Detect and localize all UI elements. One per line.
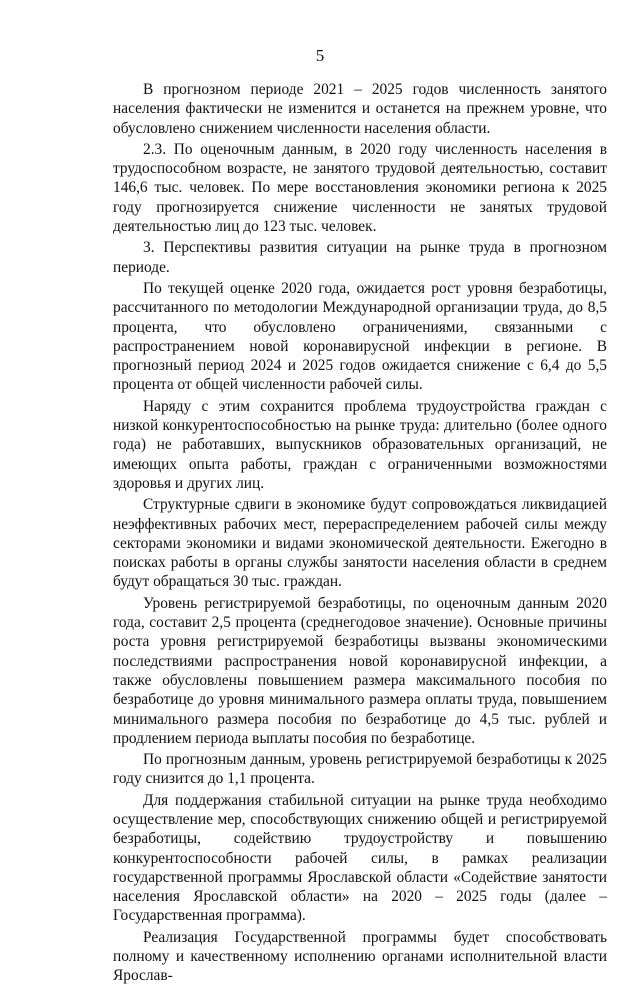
paragraph: В прогнозном периоде 2021 – 2025 годов численность занятого населения фактически не изменится и останется на прежнем уровне, что обусловлено снижением численности населения области. (113, 81, 607, 137)
paragraph: Структурные сдвиги в экономике будут сопровождаться ликвидацией неэффективных рабочих мест, перераспределением рабочей силы между секторами экономики и видами экономической деятельности. Ежегодно в поисках работы в органы службы занятости населения области в среднем будут обращаться 30 тыс. граждан. (113, 496, 607, 591)
paragraph: 2.3. По оценочным данным, в 2020 году численность населения в трудоспособном возрасте, не занятого трудовой деятельностью, составит 146,6 тыс. человек. По мере восстановления экономики региона к 2025 году прогнозируется снижение численности не занятых трудовой деятельностью лиц до 123 тыс. человек. (113, 140, 607, 236)
page-number: 5 (315, 46, 325, 65)
paragraph: По текущей оценке 2020 года, ожидается рост уровня безработицы, рассчитанного по методологии Международной организации труда, до 8,5 процента, что обусловлено ограничениями, связанными с распространением новой коронавирусной инфекции в регионе. В прогнозный период 2024 и 2025 годов ожидается снижение с 6,4 до 5,5 процента от общей численности рабочей силы. (113, 279, 607, 394)
paragraph: Реализация Государственной программы будет способствовать полному и качественному исполнению органами исполнительной власти Ярослав- (113, 928, 607, 985)
document-body (113, 80, 607, 988)
section-heading: 3. Перспективы развития ситуации на рынке труда в прогнозном периоде. (113, 239, 607, 276)
paragraph: Уровень регистрируемой безработицы, по оценочным данным 2020 года, составит 2,5 процента (среднегодовое значение). Основные причины роста уровня регистрируемой безработицы вызваны экономическими последствиями распространения новой коронавирусной инфекции, а также обусловлены повышением размера максимального пособия по безработице до уровня минимального размера оплаты труда, повышением минимального размера пособия по безработице до 4,5 тыс. рублей и продлением периода выплаты пособия по безработице. (113, 594, 607, 747)
paragraph: По прогнозным данным, уровень регистрируемой безработицы к 2025 году снизится до 1,1 процента. (113, 751, 607, 788)
paragraph: Для поддержания стабильной ситуации на рынке труда необходимо осуществление мер, способствующих снижению общей и регистрируемой безработицы, содействию трудоустройству и повышению конкурентоспособности рабочей силы, в рамках реализации государственной программы Ярославской области «Содействие занятости населения Ярославской области» на 2020 – 2025 годы (далее – Государственная программа). (113, 791, 607, 925)
paragraph: Наряду с этим сохранится проблема трудоустройства граждан с низкой конкурентоспособностью на рынке труда: длительно (более одного года) не работавших, выпускников образовательных организаций, не имеющих опыта работы, граждан с ограниченными возможностями здоровья и других лиц. (113, 397, 607, 492)
